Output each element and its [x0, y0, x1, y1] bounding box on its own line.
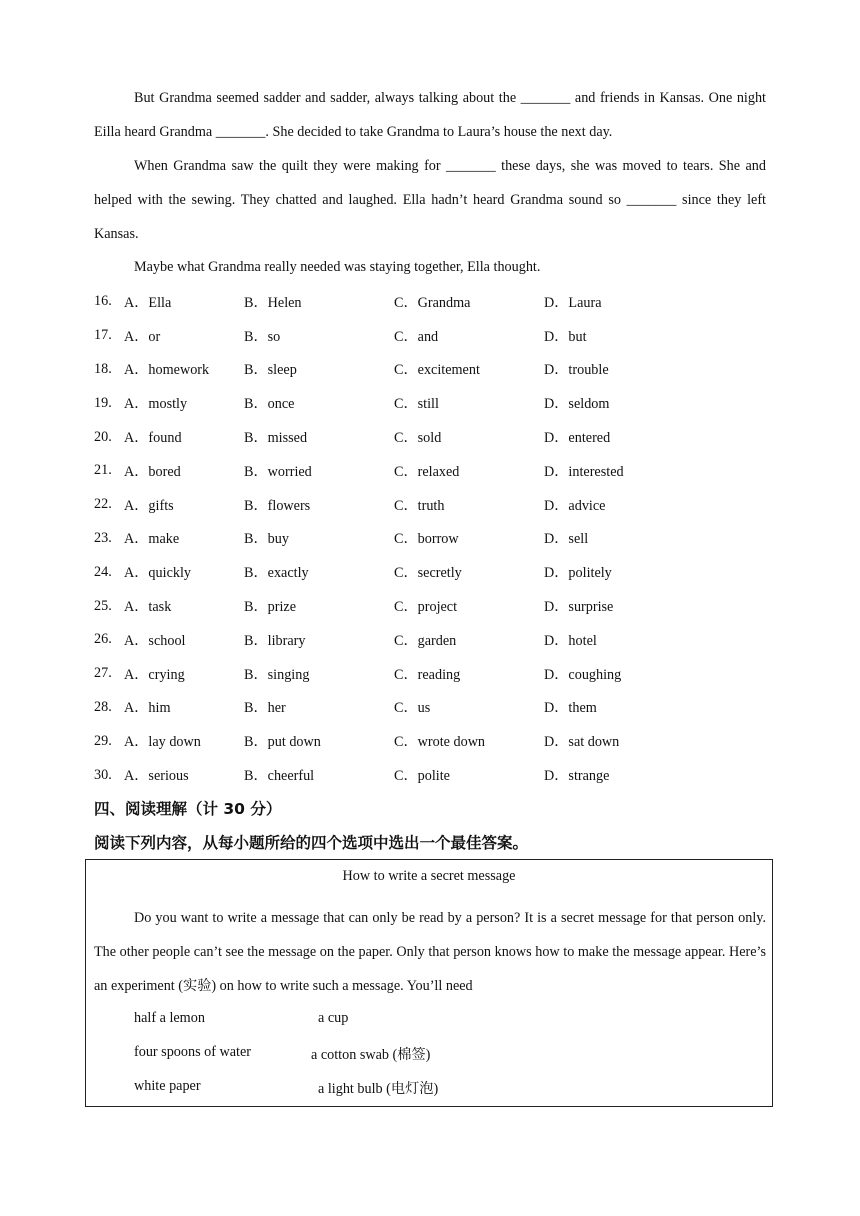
question-row	[94, 758, 766, 792]
option-d: D．but	[544, 328, 587, 345]
question-number: 30.	[94, 766, 112, 783]
question-row	[94, 420, 766, 454]
question-row	[94, 691, 766, 725]
question-row	[94, 285, 766, 319]
question-row	[94, 555, 766, 589]
question-number: 25.	[94, 597, 112, 614]
material-item: a light bulb (电灯泡)	[318, 1081, 439, 1097]
option-a: A．or	[124, 328, 161, 345]
option-a: A．task	[124, 599, 172, 616]
option-b: B．her	[244, 700, 286, 717]
option-c: C．reading	[394, 666, 461, 683]
option-c: C．garden	[394, 632, 457, 649]
passage-paragraph-1: But Grandma seemed sadder and sadder, always talking about the _______ and friends in Kansas. One night Eilla heard Grandma _______. She decided to take Grandma to Laura’s house the next day.	[94, 90, 766, 140]
option-a: A．bored	[124, 463, 181, 480]
option-a: A．school	[124, 632, 186, 649]
option-d: D．Laura	[544, 294, 602, 311]
option-b: B．prize	[244, 599, 297, 616]
question-row	[94, 319, 766, 353]
option-c: C．polite	[394, 768, 450, 785]
question-row	[94, 657, 766, 691]
material-item: a cup	[318, 1010, 349, 1026]
option-b: B．missed	[244, 430, 308, 447]
option-c: C．project	[394, 599, 458, 616]
reading-passage-box	[85, 859, 773, 1107]
option-c: C．relaxed	[394, 463, 460, 480]
option-c: C．excitement	[394, 362, 480, 379]
option-b: B．buy	[244, 531, 289, 548]
option-d: D．strange	[544, 768, 610, 785]
option-d: D．hotel	[544, 632, 597, 649]
option-a: A．gifts	[124, 497, 174, 514]
material-item: a cotton swab (棉签)	[311, 1047, 431, 1063]
option-a: A．Ella	[124, 294, 172, 311]
section-instruction: 阅读下列内容，从每小题所给的四个选项中选出一个最佳答案。	[94, 834, 529, 852]
option-a: A．mostly	[124, 396, 188, 413]
option-b: B．put down	[244, 734, 321, 751]
option-c: C．secretly	[394, 565, 462, 582]
option-d: D．surprise	[544, 599, 614, 616]
option-a: A．homework	[124, 362, 210, 379]
question-row	[94, 386, 766, 420]
question-row	[94, 488, 766, 522]
question-number: 16.	[94, 293, 112, 310]
option-d: D．interested	[544, 463, 624, 480]
question-number: 18.	[94, 360, 112, 377]
option-c: C．Grandma	[394, 294, 471, 311]
material-item: four spoons of water	[134, 1044, 252, 1060]
option-d: D．sell	[544, 531, 589, 548]
question-number: 21.	[94, 462, 112, 479]
reading-body: Do you want to write a message that can only be read by a person? It is a secret message for that person only. The other people can’t see the message on the paper. Only that person knows how to make the message appear. Here’s an experiment (实验) on how to write such a message. You’ll need	[94, 910, 766, 994]
question-number: 23.	[94, 529, 112, 546]
option-c: C．borrow	[394, 531, 459, 548]
option-b: B．singing	[244, 666, 310, 683]
options-list	[94, 285, 766, 792]
option-a: A．make	[124, 531, 180, 548]
option-d: D．coughing	[544, 666, 622, 683]
option-c: C．and	[394, 328, 439, 345]
option-c: C．us	[394, 700, 431, 717]
material-item: half a lemon	[134, 1010, 205, 1026]
passage-paragraph-3: Maybe what Grandma really needed was staying together, Ella thought.	[134, 259, 541, 275]
question-number: 26.	[94, 631, 112, 648]
option-a: A．crying	[124, 666, 185, 683]
question-row	[94, 454, 766, 488]
option-d: D．seldom	[544, 396, 610, 413]
option-b: B．flowers	[244, 497, 311, 514]
question-number: 19.	[94, 394, 112, 411]
option-c: C．still	[394, 396, 439, 413]
question-number: 20.	[94, 428, 112, 445]
option-d: D．politely	[544, 565, 612, 582]
option-d: D．trouble	[544, 362, 609, 379]
option-d: D．sat down	[544, 734, 620, 751]
option-d: D．them	[544, 700, 597, 717]
question-number: 22.	[94, 496, 112, 513]
question-row	[94, 353, 766, 387]
reading-title: How to write a secret message	[342, 868, 516, 884]
option-b: B．exactly	[244, 565, 309, 582]
option-a: A．found	[124, 430, 182, 447]
option-d: D．advice	[544, 497, 606, 514]
question-row	[94, 522, 766, 556]
option-c: C．truth	[394, 497, 445, 514]
option-b: B．library	[244, 632, 306, 649]
option-b: B．cheerful	[244, 768, 315, 785]
passage-paragraph-2: When Grandma saw the quilt they were making for _______ these days, she was moved to tears. She and helped with the sewing. They chatted and laughed. Ella hadn’t heard Grandma sound so _______ since they left Kansas.	[94, 158, 766, 242]
option-a: A．serious	[124, 768, 189, 785]
option-a: A．quickly	[124, 565, 191, 582]
option-d: D．entered	[544, 430, 611, 447]
question-row	[94, 623, 766, 657]
option-b: B．once	[244, 396, 295, 413]
question-number: 27.	[94, 665, 112, 682]
option-a: A．lay down	[124, 734, 201, 751]
option-b: B．worried	[244, 463, 312, 480]
option-b: B．sleep	[244, 362, 297, 379]
question-number: 17.	[94, 327, 112, 344]
section-heading: 四、阅读理解（计 30 分）	[94, 800, 282, 818]
question-number: 29.	[94, 732, 112, 749]
option-c: C．wrote down	[394, 734, 486, 751]
question-row	[94, 589, 766, 623]
option-c: C．sold	[394, 430, 442, 447]
option-b: B．so	[244, 328, 281, 345]
question-number: 28.	[94, 698, 112, 715]
option-b: B．Helen	[244, 294, 302, 311]
option-a: A．him	[124, 700, 171, 717]
question-number: 24.	[94, 563, 112, 580]
question-row	[94, 724, 766, 758]
material-item: white paper	[134, 1078, 201, 1094]
